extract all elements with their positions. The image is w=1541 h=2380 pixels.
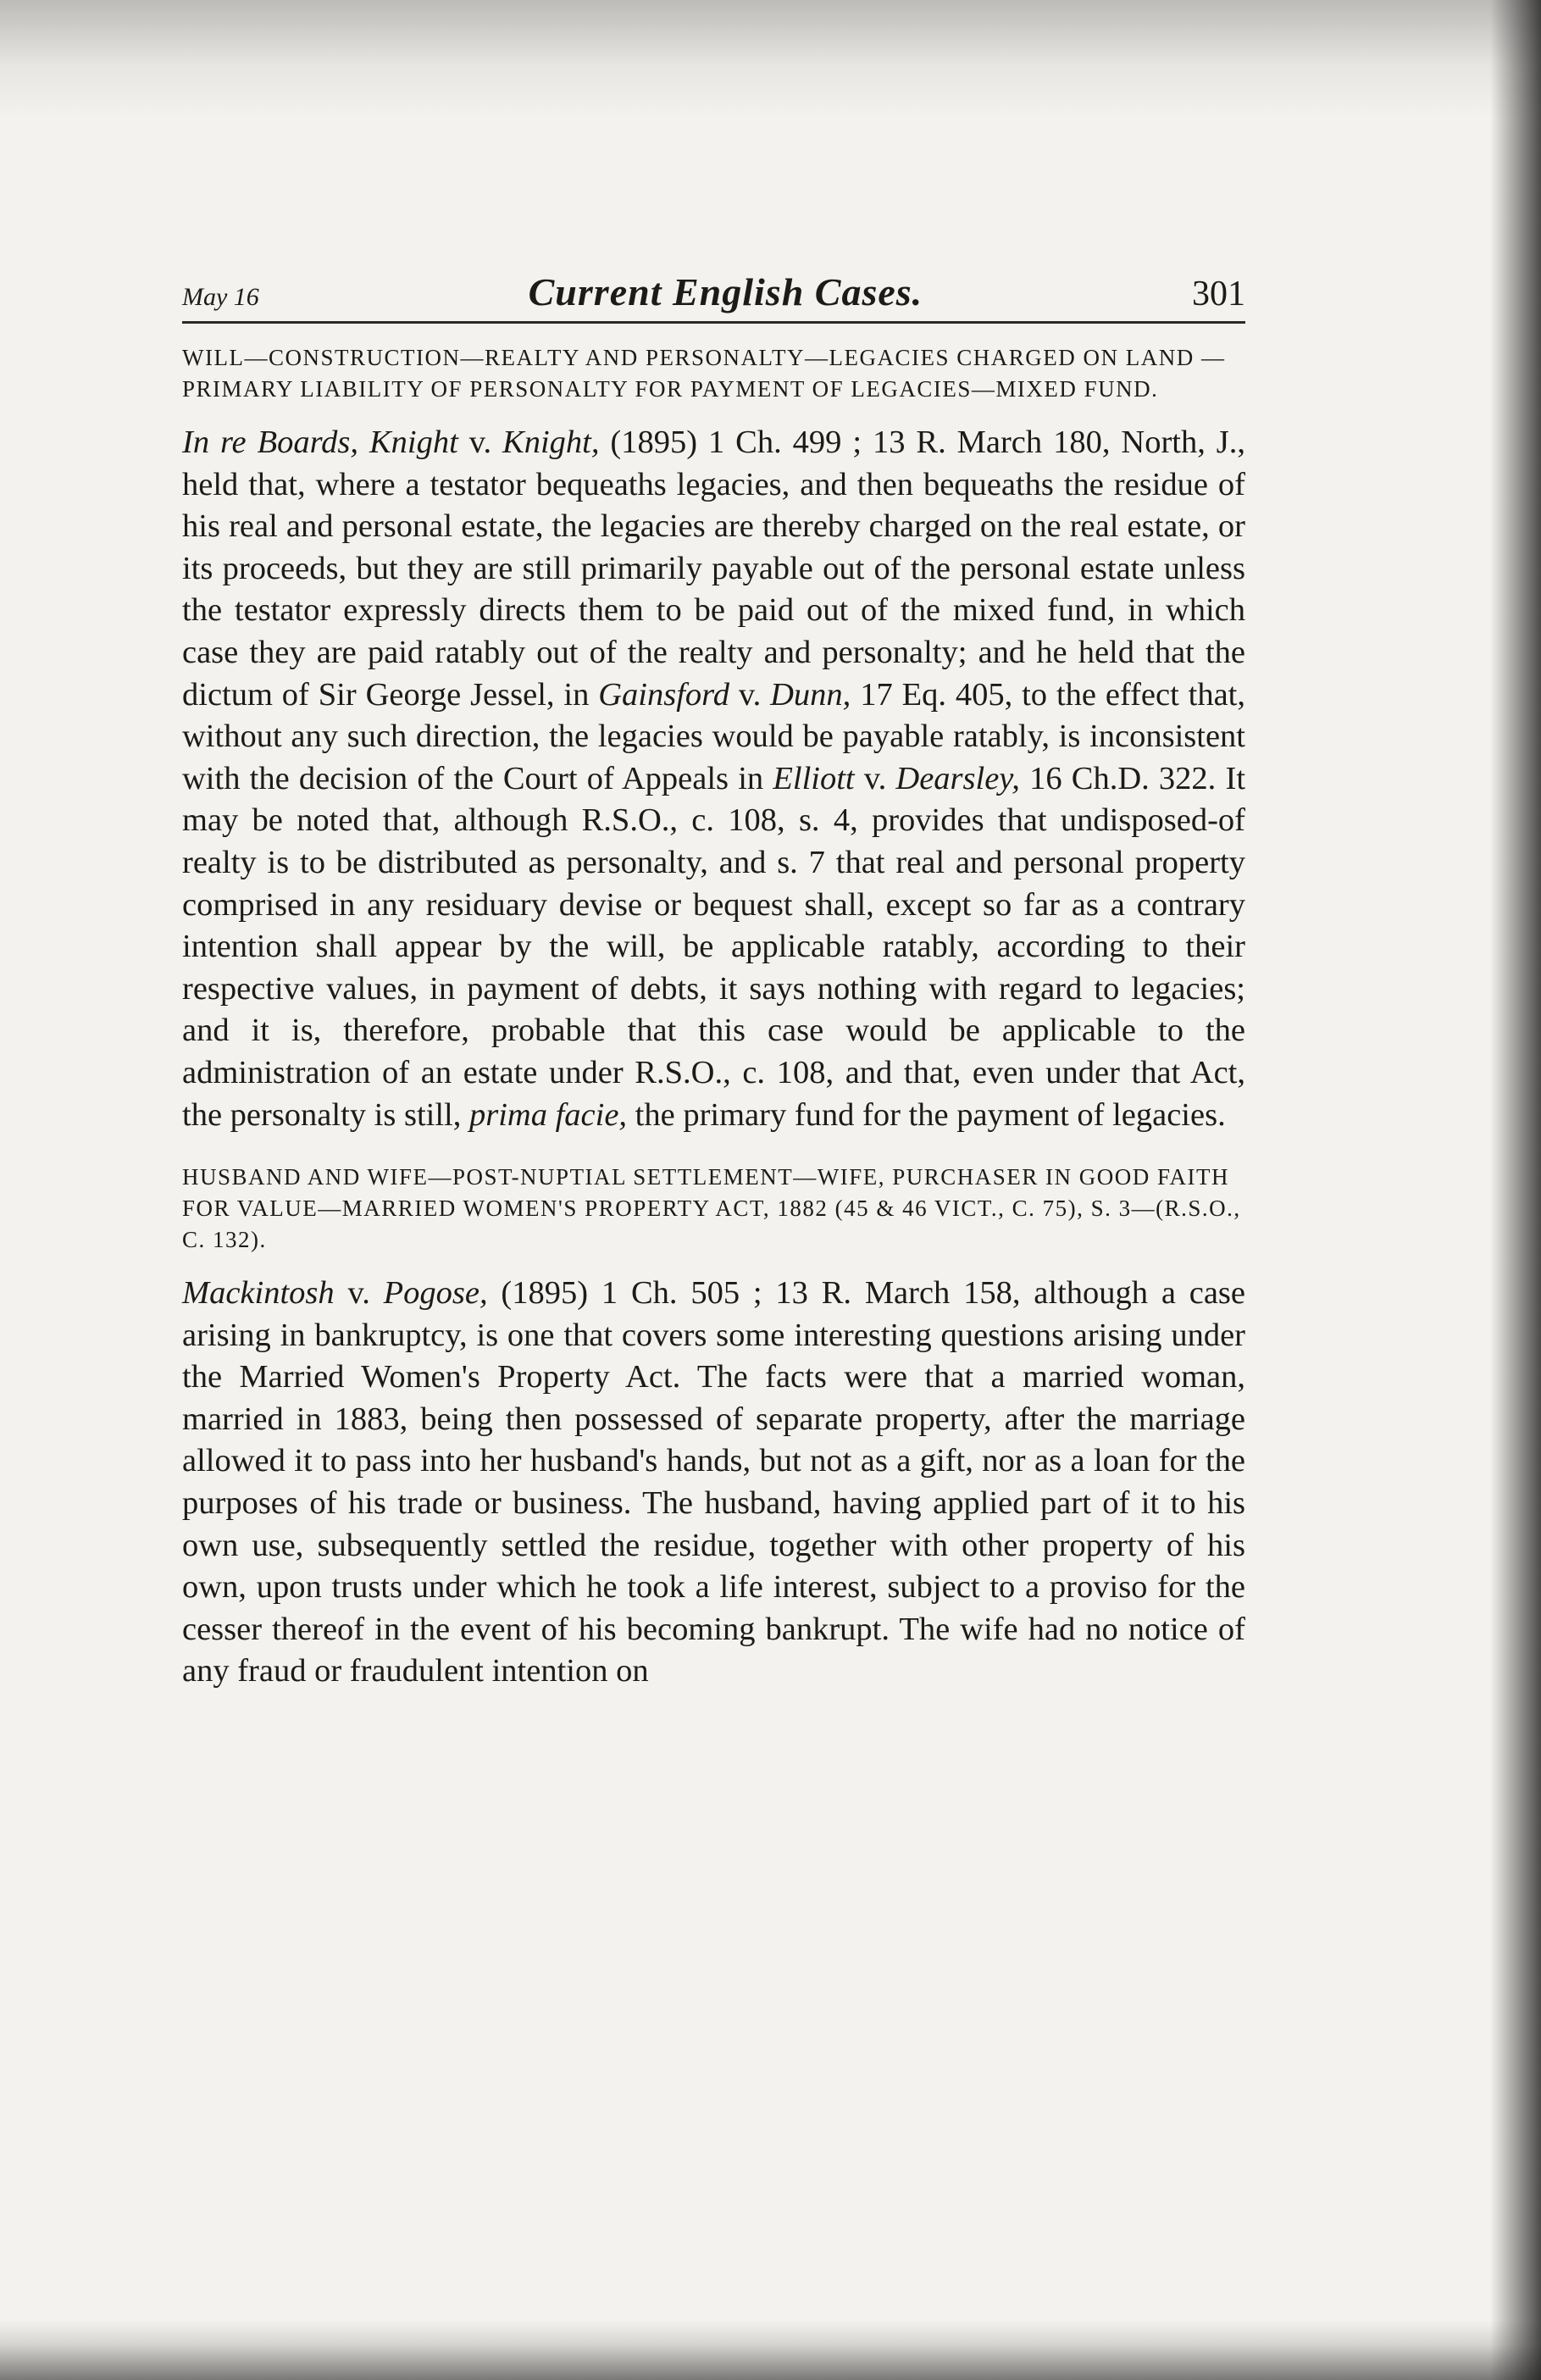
book-page: [182, 269, 1245, 1718]
case2-pogose: Pogose,: [383, 1275, 488, 1312]
case2-body: [182, 1273, 1245, 1693]
case1-text-part1: (1895) 1 Ch. 499 ; 13 R. March 180, North, J., held that, where a testator bequeaths legacies, and then bequeaths the residue of his real and personal estate, the legacies are thereby charged on the real estate, or its proceeds, but they are still primarily payable out of the personal estate unless the testator expressly directs them to be paid out of the mixed fund, in which case they are paid ratably out of the realty and personalty; and he held that the dictum of Sir George Jessel, in: [182, 424, 1246, 713]
case1-v2: v.: [854, 760, 896, 796]
scan-shadow-top: [0, 0, 1541, 119]
case1-v1: v.: [729, 676, 771, 713]
case1-prima-facie: prima facie,: [468, 1096, 628, 1133]
case1-citation-italic-b: Knight,: [502, 424, 600, 460]
case1-citation-italic-a: In re Boards, Knight: [182, 424, 458, 460]
scan-shadow-bottom: [0, 2321, 1541, 2380]
scan-shadow-right: [1490, 0, 1541, 2380]
case1-elliott: Elliott: [773, 760, 855, 796]
case1-dunn: Dunn,: [770, 676, 851, 713]
case1-citation-plain-a: v.: [457, 424, 503, 460]
case1-body: [182, 422, 1245, 1136]
running-head-title: Current English Cases.: [528, 270, 923, 313]
page-number: 301: [1192, 275, 1245, 313]
case2-headnote: HUSBAND AND WIFE—POST-NUPTIAL SETTLEMENT—WIFE, PURCHASER IN GOOD FAITH FOR VALUE—MARRIED WOMEN'S PROPERTY ACT, 1882 (45 & 46 VICT., C. 75), S. 3—(R.S.O., C. 132).: [182, 1164, 1241, 1253]
case1-text-part3: 16 Ch.D. 322. It may be noted that, although R.S.O., c. 108, s. 4, provides that undisposed-of realty is to be distributed as personalty, and s. 7 that real and personal property comprised in any residuary devise or bequest shall, except so far as a contrary intention shall appear by the will, be applicable ratably, according to their respective values, in payment of debts, it says nothing with regard to legacies; and it is, therefore, probable that this case would be applicable to the administration of an estate under R.S.O., c. 108, and that, even under that Act, the personalty is still,: [182, 760, 1246, 1133]
case2-mackintosh: Mackintosh: [182, 1275, 335, 1312]
case2-v: v.: [334, 1275, 384, 1312]
case1-text-end: the primary fund for the payment of legacies.: [627, 1096, 1226, 1133]
case1-text-part2: 17 Eq. 405, to the effect that, without any such direction, the legacies would be payable ratably, is inconsistent with the decision of the Court of Appeals in: [182, 676, 1246, 796]
case1-dearsley: Dearsley,: [895, 760, 1020, 796]
case1-headnote: WILL—CONSTRUCTION—REALTY AND PERSONALTY—LEGACIES CHARGED ON LAND —PRIMARY LIABILITY OF PERSONALTY FOR PAYMENT OF LEGACIES—MIXED FUND.: [182, 345, 1226, 402]
running-head-date: May 16: [182, 283, 259, 311]
running-head: [182, 269, 1245, 324]
case1-gainsford: Gainsford: [598, 676, 729, 713]
case2-text: (1895) 1 Ch. 505 ; 13 R. March 158, although a case arising in bankruptcy, is one that covers some interesting questions arising under the Married Women's Property Act. The facts were that a married woman, married in 1883, being then possessed of separate property, after the marriage allowed it to pass into her husband's hands, but not as a gift, nor as a loan for the purposes of his trade or business. The husband, having applied part of it to his own use, subsequently settled the residue, together with other property of his own, upon trusts under which he took a life interest, subject to a proviso for the cesser thereof in the event of his becoming bankrupt. The wife had no notice of any fraud or fraudulent intention on: [182, 1275, 1246, 1689]
